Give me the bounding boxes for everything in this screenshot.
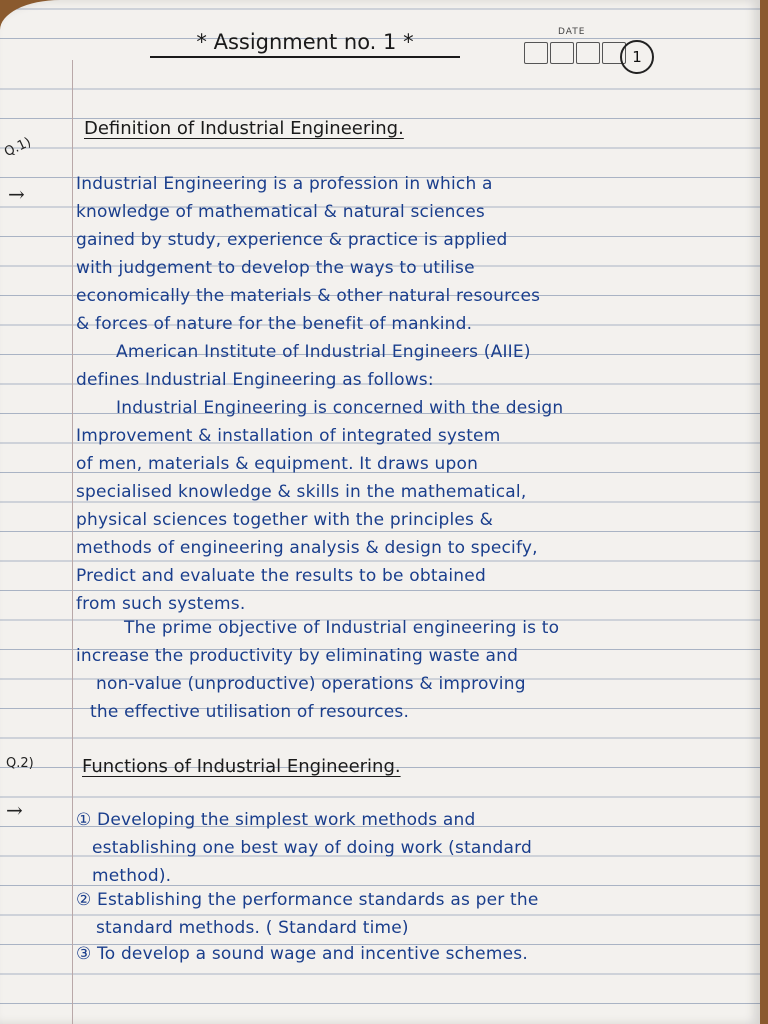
q1-line: methods of engineering analysis & design to specify, [76,538,538,558]
q1-line: American Institute of Industrial Engineers (AIIE) [116,342,531,362]
margin-line [72,60,73,1024]
date-cell [550,42,574,64]
q2-line: ① Developing the simplest work methods and [76,810,476,830]
q1-line: Industrial Engineering is concerned with the design [116,398,564,418]
q1-line: physical sciences together with the principles & [76,510,494,530]
date-cells [524,42,626,64]
date-cell [576,42,600,64]
q1-line: knowledge of mathematical & natural sciences [76,202,485,222]
q2-line: method). [92,866,172,886]
question-1-heading: Definition of Industrial Engineering. [84,118,404,139]
q1-line: economically the materials & other natural resources [76,286,541,306]
q1-line: The prime objective of Industrial engineering is to [124,618,560,638]
question-1-number: Q.1) [2,134,34,161]
q2-line: ② Establishing the performance standards as per the [76,890,539,910]
q1-line: the effective utilisation of resources. [90,702,410,722]
q1-line: Predict and evaluate the results to be obtained [76,566,486,586]
q1-line: Improvement & installation of integrated system [76,426,501,446]
q2-line: standard methods. ( Standard time) [96,918,409,938]
q1-line: defines Industrial Engineering as follows: [76,370,434,390]
q1-line: & forces of nature for the benefit of mankind. [76,314,473,334]
arrow-icon: → [6,798,23,822]
date-label: DATE [558,27,586,37]
assignment-title: * Assignment no. 1 * [150,30,460,58]
q1-line: gained by study, experience & practice is applied [76,230,508,250]
arrow-icon: → [8,182,25,206]
question-2-number: Q.2) [6,756,34,771]
q1-line: with judgement to develop the ways to utilise [76,258,475,278]
date-cell [524,42,548,64]
q2-line: establishing one best way of doing work (standard [92,838,533,858]
q1-line: increase the productivity by eliminating waste and [76,646,519,666]
q1-line: specialised knowledge & skills in the mathematical, [76,482,527,502]
question-2-heading: Functions of Industrial Engineering. [82,756,401,777]
q1-line: non-value (unproductive) operations & improving [96,674,526,694]
q1-line: Industrial Engineering is a profession in which a [76,174,493,194]
q2-line: ③ To develop a sound wage and incentive schemes. [76,944,528,964]
q1-line: from such systems. [76,594,246,614]
page-number: 1 [620,40,654,74]
q1-line: of men, materials & equipment. It draws upon [76,454,479,474]
date-box [518,24,638,72]
